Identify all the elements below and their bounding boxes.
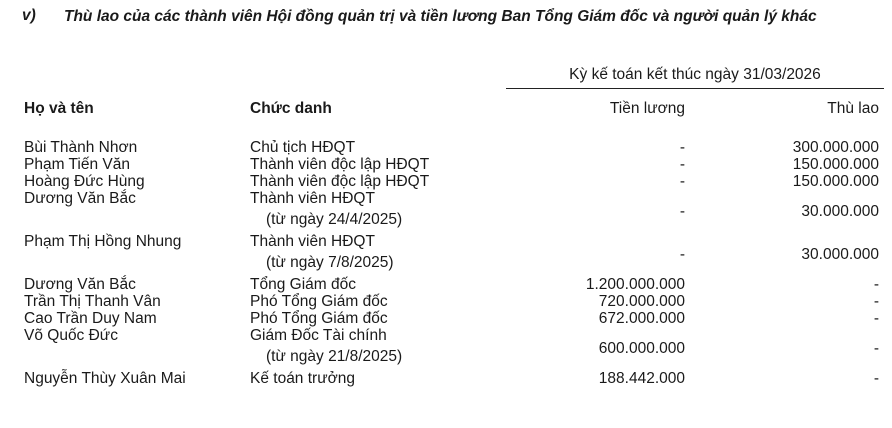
row-salary: 1.200.000.000 bbox=[585, 276, 685, 293]
row-salary: - bbox=[679, 139, 685, 156]
row-fee: - bbox=[873, 370, 879, 387]
row-salary: - bbox=[679, 246, 685, 263]
row-name: Hoàng Đức Hùng bbox=[24, 173, 145, 190]
row-title bbox=[250, 156, 429, 173]
row-name: Trần Thị Thanh Vân bbox=[24, 293, 161, 310]
row-title-text: Giám Đốc Tài chính bbox=[250, 327, 387, 344]
row-fee: 150.000.000 bbox=[792, 156, 879, 173]
row-title-text: Chủ tịch HĐQT bbox=[250, 139, 356, 156]
table-row bbox=[0, 173, 892, 190]
row-name: Phạm Thị Hồng Nhung bbox=[24, 233, 182, 250]
row-title-text: Thành viên HĐQT bbox=[250, 190, 375, 207]
row-fee: - bbox=[873, 293, 879, 310]
row-name: Phạm Tiến Văn bbox=[24, 156, 130, 173]
remuneration-table bbox=[0, 139, 892, 387]
row-salary: 720.000.000 bbox=[598, 293, 685, 310]
table-row bbox=[0, 370, 892, 387]
row-fee: - bbox=[873, 340, 879, 357]
row-name: Nguyễn Thùy Xuân Mai bbox=[24, 370, 186, 387]
column-header-fee: Thù lao bbox=[827, 100, 879, 117]
column-header-title: Chức danh bbox=[250, 100, 332, 117]
row-title-note: (từ ngày 7/8/2025) bbox=[266, 254, 394, 271]
table-row bbox=[0, 310, 892, 327]
column-header-name: Họ và tên bbox=[24, 100, 94, 117]
row-salary: - bbox=[679, 156, 685, 173]
row-salary: - bbox=[679, 203, 685, 220]
column-header-salary: Tiền lương bbox=[609, 100, 685, 117]
section-title: Thù lao của các thành viên Hội đồng quản trị và tiền lương Ban Tổng Giám đốc và người quản lý khác bbox=[64, 8, 817, 25]
row-title bbox=[250, 276, 356, 293]
row-name: Bùi Thành Nhơn bbox=[24, 139, 138, 156]
table-row bbox=[0, 190, 892, 233]
row-title bbox=[250, 233, 394, 271]
row-name: Dương Văn Bắc bbox=[24, 190, 136, 207]
row-salary: 600.000.000 bbox=[598, 340, 685, 357]
row-title-text: Tổng Giám đốc bbox=[250, 276, 356, 293]
row-title-text: Thành viên độc lập HĐQT bbox=[250, 173, 430, 190]
row-title bbox=[250, 370, 355, 387]
row-fee: 300.000.000 bbox=[792, 139, 879, 156]
table-row bbox=[0, 233, 892, 276]
row-fee: - bbox=[873, 276, 879, 293]
period-header: Kỳ kế toán kết thúc ngày 31/03/2026 bbox=[569, 66, 821, 83]
row-title bbox=[250, 173, 429, 190]
table-row bbox=[0, 156, 892, 173]
row-title-text: Thành viên độc lập HĐQT bbox=[250, 156, 430, 173]
row-title-note: (từ ngày 24/4/2025) bbox=[266, 211, 403, 228]
row-title bbox=[250, 190, 402, 228]
row-fee: - bbox=[873, 310, 879, 327]
row-salary: 672.000.000 bbox=[598, 310, 685, 327]
row-title bbox=[250, 139, 355, 156]
row-name: Võ Quốc Đức bbox=[24, 327, 118, 344]
table-row bbox=[0, 139, 892, 156]
table-row bbox=[0, 327, 892, 370]
table-row bbox=[0, 293, 892, 310]
row-name: Dương Văn Bắc bbox=[24, 276, 136, 293]
table-row bbox=[0, 276, 892, 293]
row-fee: 30.000.000 bbox=[801, 246, 879, 263]
period-underline bbox=[506, 88, 884, 89]
row-title-text: Thành viên HĐQT bbox=[250, 233, 375, 250]
row-fee: 150.000.000 bbox=[792, 173, 879, 190]
row-title-text: Phó Tổng Giám đốc bbox=[250, 293, 388, 310]
row-title-text: Kế toán trưởng bbox=[250, 370, 355, 387]
row-fee: 30.000.000 bbox=[801, 203, 879, 220]
row-salary: 188.442.000 bbox=[598, 370, 685, 387]
row-title bbox=[250, 293, 388, 310]
row-title-text: Phó Tổng Giám đốc bbox=[250, 310, 388, 327]
section-label: v) bbox=[22, 7, 36, 24]
row-title-note: (từ ngày 21/8/2025) bbox=[266, 348, 403, 365]
row-title bbox=[250, 310, 388, 327]
row-name: Cao Trần Duy Nam bbox=[24, 310, 157, 327]
row-title bbox=[250, 327, 402, 365]
row-salary: - bbox=[679, 173, 685, 190]
